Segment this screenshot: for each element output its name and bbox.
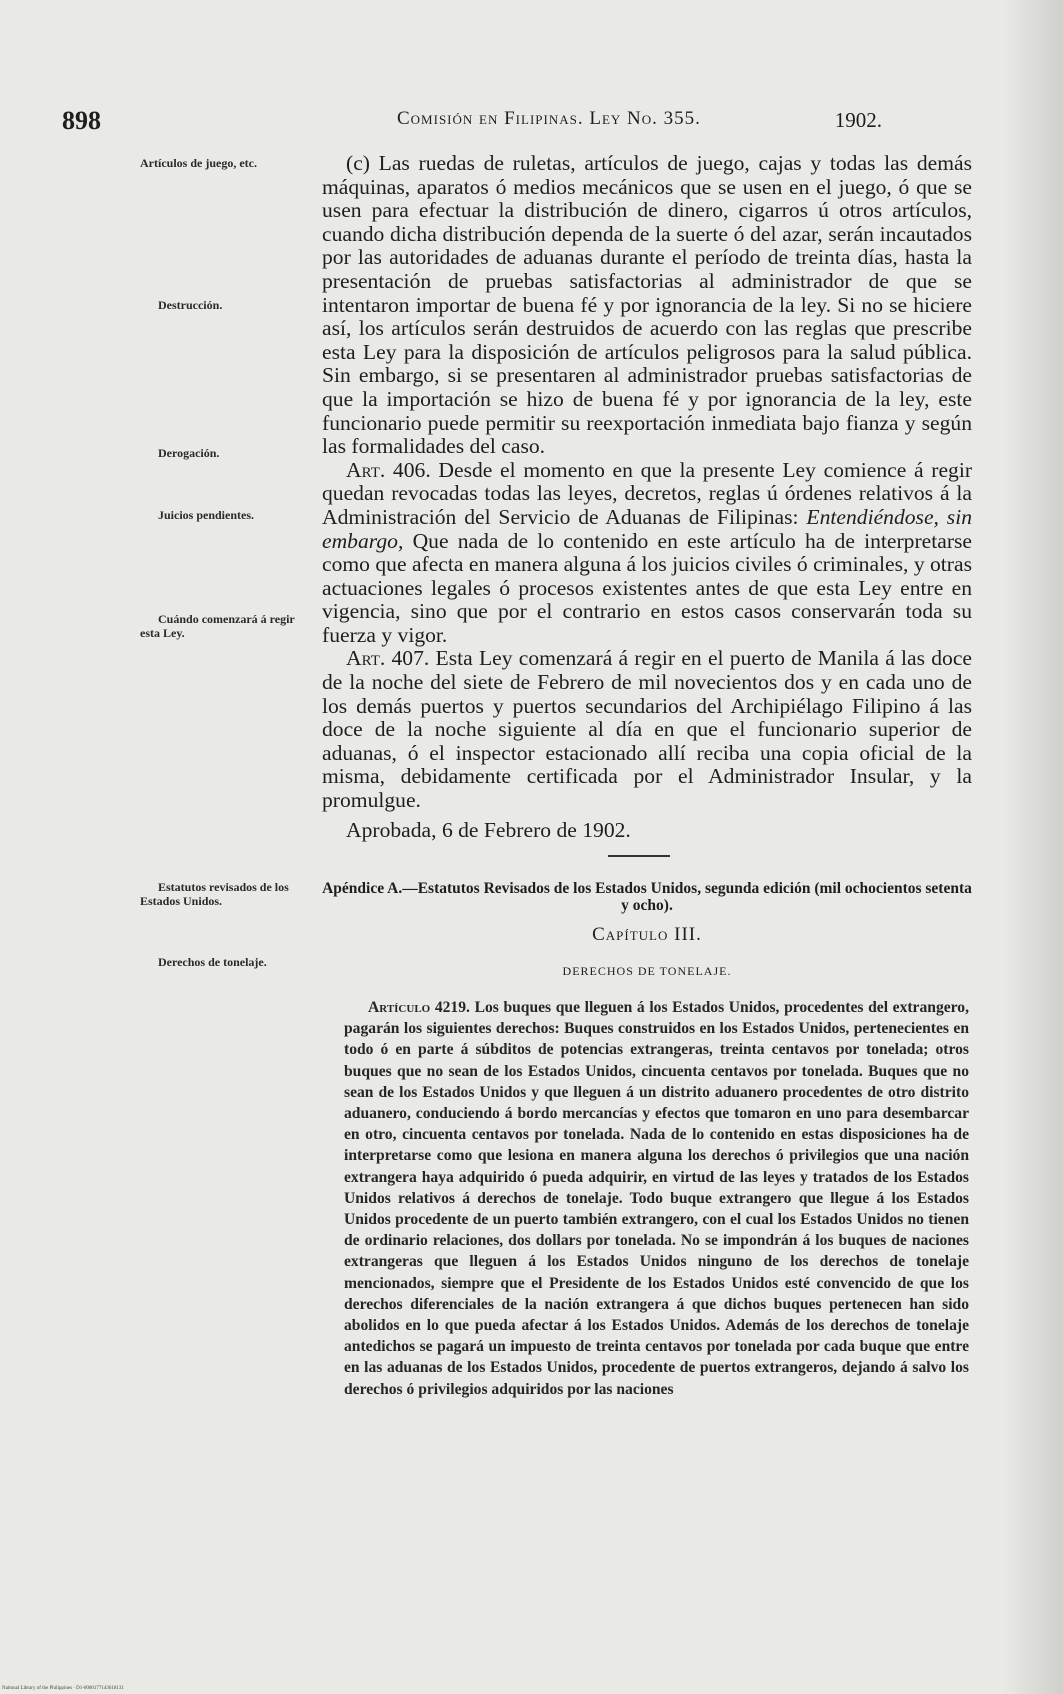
margin-note-derechos: Derechos de tonelaje.: [158, 955, 267, 969]
margin-note-juicios: Juicios pendientes.: [158, 508, 255, 522]
margin-note-cuando: Cuándo comenzará á regir esta Ley.: [140, 612, 295, 640]
chapter-heading: Capítulo III.: [592, 924, 702, 945]
header-year: 1902.: [834, 108, 882, 132]
article-406: [322, 459, 972, 648]
section-subheading: DERECHOS DE TONELAJE.: [562, 964, 732, 978]
running-head: Comisión en Filipinas. Ley No. 355.: [397, 108, 701, 129]
article-406-text-b: Que nada de lo contenido en este artículo ha de interpretarse como que afecta en manera alguna á los juicios civiles ó criminales, y otras actuaciones legales ó procesos existentes antes de que esta Ley entre en vigencia, sino que por el contrario en estos casos conservarán toda su fuerza y vigor.: [322, 528, 972, 647]
appendix-heading: Apéndice A.—Estatutos Revisados de los Estados Unidos, segunda edición (mil ochocientos setenta y ocho).: [322, 880, 972, 914]
article-4219: [344, 997, 969, 1400]
page-header: [62, 106, 882, 140]
page-number: 898: [62, 106, 101, 135]
page-edge-shadow: [1003, 0, 1063, 1694]
article-407: [322, 647, 972, 812]
margin-note-juego: Artículos de juego, etc.: [140, 156, 257, 170]
article-406-italic: Entendiéndose, sin embargo,: [322, 504, 972, 553]
article-407-text: Esta Ley comenzará á regir en el puerto de Manila á las doce de la noche del siete de Febrero de mil novecientos dos y en cada uno de los demás puertos y puertos secundarios del Archipiélago Filipino á las doce de la noche siguiente al día en que el funcionario superior de aduanas, ó el inspector estacionado allí reciba una copia oficial de la misma, debidamente certificada por el Administrador Insular, y la promulgue.: [322, 646, 973, 813]
paragraph-c: (c) Las ruedas de ruletas, artículos de juego, cajas y todas las demás máquinas, aparatos ó medios mecánicos que se usen en el juego, ó que se usen para efectuar la distribución de dinero, cigarros ú otros artículos, cuando dicha distribución dependa de la suerte ó del azar, serán incautados por las autoridades de aduanas durante el período de treinta días, hasta la presentación de pruebas satisfactorias al administrador de que se intentaron importar de buena fé y por ignorancia de la ley. Si no se hiciere así, los artículos serán destruidos de acuerdo con las reglas que prescribe esta Ley para la disposición de artículos peligrosos para la salud pública. Sin embargo, si se presentaren al administrador pruebas satisfactorias de que la importación se hizo de buena fé y por ignorancia de la ley, este funcionario puede permitir su reexportación inmediata bajo fianza y según las formalidades del caso.: [322, 151, 972, 459]
article-406-label: Art. 406.: [346, 457, 431, 482]
section-divider: [608, 855, 670, 857]
approved-date: Aprobada, 6 de Febrero de 1902.: [346, 817, 631, 842]
main-text: [322, 152, 972, 842]
scan-footer: National Library of the Philippines · D1-0000177143618131: [2, 1686, 124, 1691]
margin-note-derogacion: Derogación.: [158, 446, 220, 460]
article-407-label: Art. 407.: [346, 646, 430, 671]
appendix-article: [344, 997, 969, 1400]
article-4219-text: Los buques que lleguen á los Estados Unidos, procedentes del extrangero, pagarán los siguientes derechos: Buques construidos en los Estados Unidos, pertenecientes en todo ó en parte á súbditos de potencias extrangeras, treinta centavos por tonelada; otros buques que no sean de los Estados Unidos, cincuenta centavos por tonelada. Buques que no sean de los Estados Unidos y que lleguen á un distrito aduanero procedentes de otro distrito aduanero, conduciendo á bordo mercancías y efectos que tomaron en uno para desembarcar en otro, cincuenta centavos por tonelada. Nada de lo contenido en estas disposiciones ha de interpretarse como que lesiona en manera alguna los derechos ó privilegios que una nación extrangera haya adquirido ó pueda adquirir, en virtud de las leyes y tratados de los Estados Unidos relativos á derechos de tonelaje. Todo buque extrangero que llegue á los Estados Unidos procedente de un puerto también extrangero, con el cual los Estados Unidos no tienen de ordinario relaciones, dos dollars por tonelada. No se impondrán á los buques de naciones extrangeras que lleguen á los Estados Unidos ninguno de los derechos de tonelaje mencionados, siempre que el Presidente de los Estados Unidos esté convencido de que los derechos diferenciales de la nación extrangera á que dichos buques pertenecen han sido abolidos en lo que pueda afectar á los Estados Unidos. Además de los derechos de tonelaje antedichos se pagará un impuesto de treinta centavos por tonelada por cada buque que entre en las aduanas de los Estados Unidos, procedente de puertos extrangeros, dejando á salvo los derechos ó privilegios adquiridos por las naciones: [344, 999, 969, 1398]
article-4219-label: Artículo 4219.: [368, 999, 470, 1016]
margin-note-destruccion: Destrucción.: [158, 298, 223, 312]
margin-note-estatutos: Estatutos revisados de los Estados Unidos.: [140, 880, 289, 908]
article-406-text-a: Desde el momento en que la presente Ley comience á regir quedan revocadas todas las leyes, decretos, reglas ú órdenes relativos á la Administración del Servicio de Aduanas de Filipinas:: [322, 457, 973, 529]
